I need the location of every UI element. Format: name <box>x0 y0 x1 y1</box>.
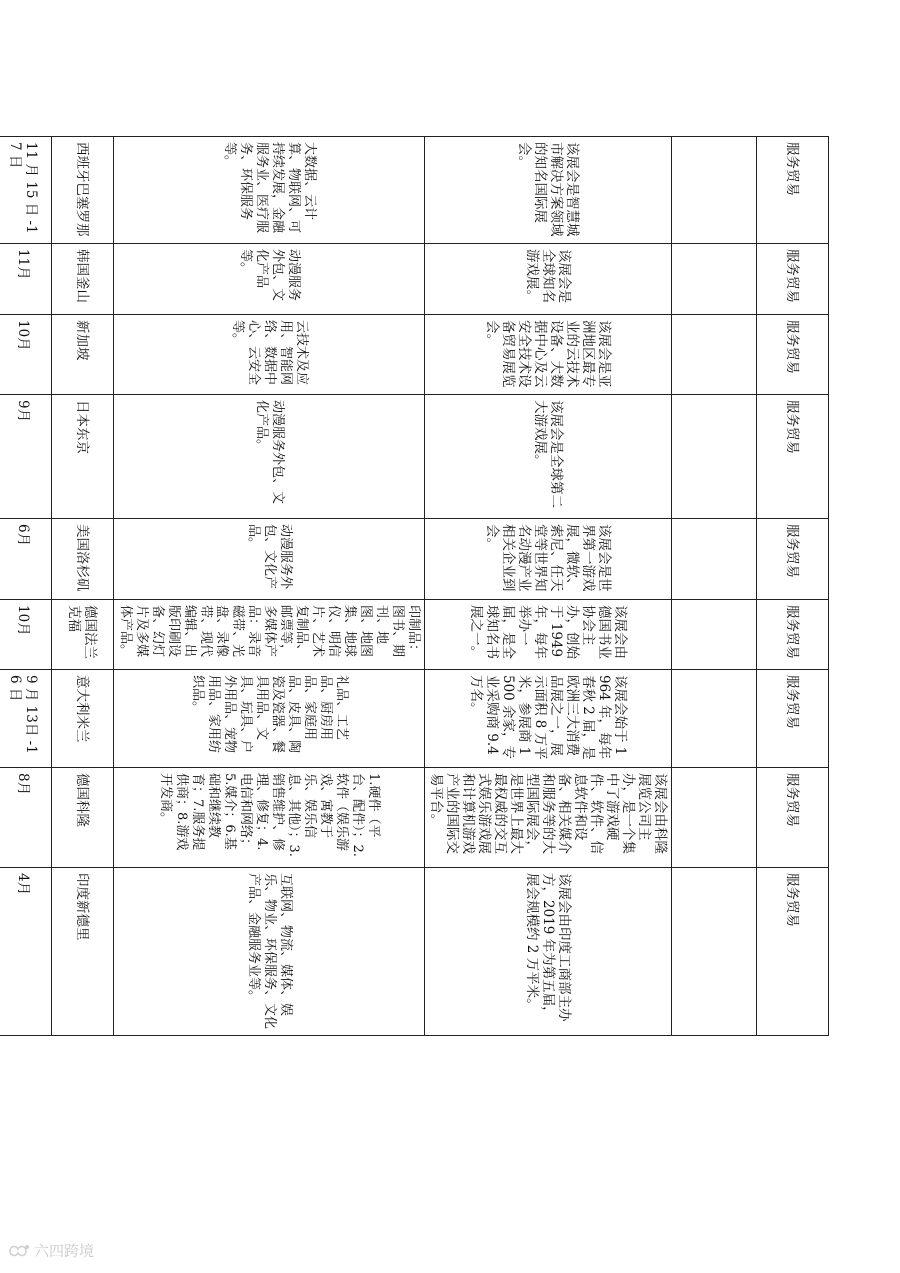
category-cell: 服务贸易 <box>757 868 829 1036</box>
city-cell: 美国洛杉矶 <box>52 519 114 600</box>
intro-cell: 该展会始于 1964 年，每年春秋 2 届，是欧洲三大消费品展之一，展示面积 8 万平米，参展商 1500 余家，专业采购商 9.4 万名。 <box>425 670 672 768</box>
scope-cell: 动漫服务外包、文化产品等。 <box>114 244 425 315</box>
table-row-scope <box>114 137 425 1036</box>
time-cell: 11 月 15 日 -17 日 <box>0 137 52 244</box>
intro-cell: 该展会是世界第一游戏展，微软、索尼、任天堂等世界知名动漫产业相关企业到会。 <box>425 519 672 600</box>
time-cell: 6月 <box>0 519 52 600</box>
category-cell: 服务贸易 <box>757 519 829 600</box>
intro-cell: 该展会是智慧城市解决方案领域的知名国际展会。 <box>425 137 672 244</box>
city-cell: 德国科隆 <box>52 768 114 868</box>
scope-cell: 互联网、物流、媒体、娱乐、物业、环保服务、文化产品、金融服务业等。 <box>114 868 425 1036</box>
city-cell: 意大利米兰 <box>52 670 114 768</box>
category-cell: 服务贸易 <box>757 395 829 519</box>
watermark-text: 六四跨境 <box>34 1242 95 1260</box>
blank-cell <box>672 315 757 395</box>
blank-cell <box>672 670 757 768</box>
category-cell: 服务贸易 <box>757 315 829 395</box>
city-cell: 日本东京 <box>52 395 114 519</box>
city-cell: 印度新德里 <box>52 868 114 1036</box>
intro-cell: 该展会由科隆展览公司主办，是一个集中了游戏硬件、软件、信息软件和设备、相关媒介和服务等的大型国际展会，是世界上最大最权威的交互式娱乐游戏展和计算机游戏产业的国际交易平台。 <box>425 768 672 868</box>
blank-cell <box>672 519 757 600</box>
table-row-category <box>757 137 829 1036</box>
scope-cell: 礼品、工艺品、厨房用品、家庭用品、皮具、陶瓷及瓷器、餐具用品、文具、玩具、户外用品、宠物用品、家用纺织品。 <box>114 670 425 768</box>
rotated-table-wrapper <box>7 136 829 1030</box>
category-cell: 服务贸易 <box>757 600 829 670</box>
scope-cell: 大数据、云计算、物联网、可持续发展，金融服务业、医疗服务、环保服务等。 <box>114 137 425 244</box>
category-cell: 服务贸易 <box>757 244 829 315</box>
intro-cell: 该展会是全球第二大游戏展。 <box>425 395 672 519</box>
blank-cell <box>672 600 757 670</box>
time-cell: 4月 <box>0 868 52 1036</box>
scope-cell: 动漫服务外包、文化产品。 <box>114 519 425 600</box>
intro-cell: 该展会是全球知名游戏展。 <box>425 244 672 315</box>
scope-cell: 1.硬件（平台、配件）；2.软件（娱乐游戏、寓教于乐、娱乐信息、其他）；3.销售维护、修理、修复；4.电信和网络；5.媒介；6.基础和继续教育；7.服务提供商；8.游戏开发商。 <box>114 768 425 868</box>
table-row-blank <box>672 137 757 1036</box>
time-cell: 8月 <box>0 768 52 868</box>
table-row-intro <box>425 137 672 1036</box>
blank-cell <box>672 137 757 244</box>
scope-cell: 印制品：图书、期刊、地图、地图集、地球仪、明信片、艺术复制品、邮票等，多媒体产品：录音磁带、光盘、录像带、现代编辑、出版印刷设备、幻灯片及多媒体产品。 <box>114 600 425 670</box>
table-row-city <box>52 137 114 1036</box>
city-cell: 西班牙巴塞罗那 <box>52 137 114 244</box>
blank-cell <box>672 395 757 519</box>
time-cell: 10月 <box>0 600 52 670</box>
scope-cell: 云技术及应用、智能网络、数据中心、云安全等。 <box>114 315 425 395</box>
blank-cell <box>672 768 757 868</box>
watermark-logo-icon <box>8 1243 30 1259</box>
time-cell: 9月 <box>0 395 52 519</box>
time-cell: 10月 <box>0 315 52 395</box>
city-cell: 德国法兰克福 <box>52 600 114 670</box>
exhibition-table <box>0 136 829 1036</box>
city-cell: 韩国釜山 <box>52 244 114 315</box>
intro-cell: 该展会由印度工商部主办方，2019 年为第五届，展会规模约 2 万平米。 <box>425 868 672 1036</box>
intro-cell: 该展会由德国书业协会主办，创始于 1949 年，每年举办一届，是全球知名书展之一。 <box>425 600 672 670</box>
blank-cell <box>672 244 757 315</box>
table-row-time <box>0 137 52 1036</box>
table-body <box>0 137 829 1036</box>
time-cell: 11月 <box>0 244 52 315</box>
time-cell: 9 月 13日 -16 日 <box>0 670 52 768</box>
category-cell: 服务贸易 <box>757 670 829 768</box>
category-cell: 服务贸易 <box>757 768 829 868</box>
category-cell: 服务贸易 <box>757 137 829 244</box>
scope-cell: 动漫服务外包、文化产品。 <box>114 395 425 519</box>
watermark <box>8 1240 94 1261</box>
city-cell: 新加坡 <box>52 315 114 395</box>
intro-cell: 该展会是亚洲地区最专业的云技术设备、大数据中心及云安全技术设备贸易展览会。 <box>425 315 672 395</box>
blank-cell <box>672 868 757 1036</box>
